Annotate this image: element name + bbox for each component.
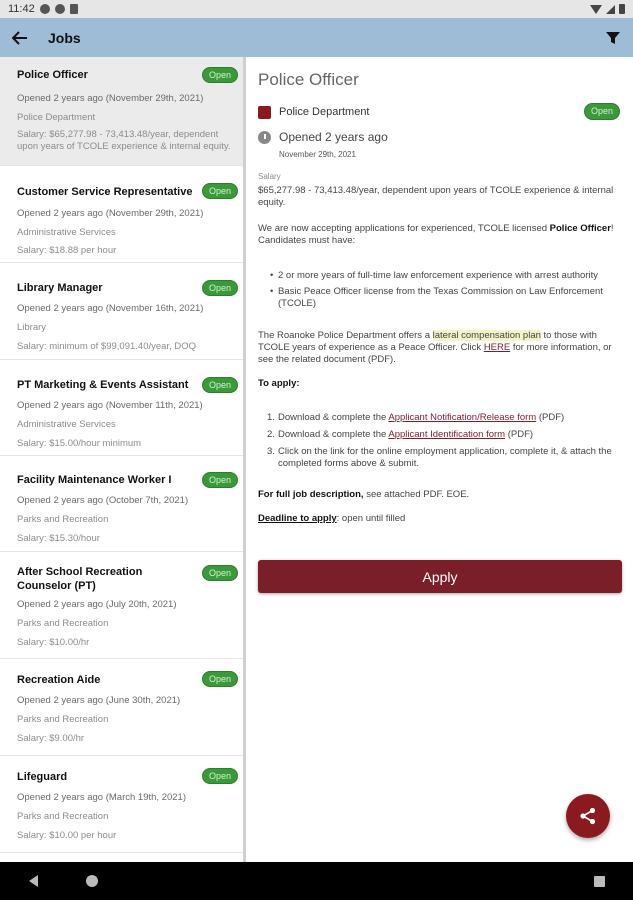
lateral-plan-highlight: lateral compensation plan xyxy=(432,330,541,341)
job-list-item[interactable] xyxy=(0,756,244,853)
job-department: Library xyxy=(17,322,47,333)
job-title: Lifeguard xyxy=(17,771,68,783)
nav-recents-icon[interactable] xyxy=(594,876,605,887)
apply-steps xyxy=(267,412,622,475)
system-nav-bar xyxy=(0,862,633,900)
detail-department: Police Department xyxy=(279,106,370,118)
job-list-item[interactable] xyxy=(0,659,244,756)
job-list-item[interactable] xyxy=(0,57,244,166)
job-department: Administrative Services xyxy=(17,227,116,238)
here-link[interactable]: HERE xyxy=(483,342,511,353)
job-department: Parks and Recreation xyxy=(17,618,109,629)
intro-text-end: ! Candidates must have: xyxy=(258,223,614,246)
sd-card-icon xyxy=(70,4,78,14)
status-badge: Open xyxy=(202,67,238,83)
job-opened: Opened 2 years ago (October 7th, 2021) xyxy=(17,495,189,506)
detail-department-row xyxy=(258,103,624,121)
detail-opened-row xyxy=(258,130,388,144)
share-icon xyxy=(579,807,597,825)
lateral-text: for more information, or see the related document (PDF). xyxy=(258,342,612,365)
page-title: Jobs xyxy=(48,29,81,46)
job-title: Facility Maintenance Worker I xyxy=(17,474,172,486)
job-opened: Opened 2 years ago (June 30th, 2021) xyxy=(17,695,181,706)
lateral-text: The Roanoke Police Department offers a xyxy=(258,330,433,341)
identification-form-link[interactable]: Applicant Identification form xyxy=(388,429,506,440)
status-badge: Open xyxy=(202,671,238,687)
list-item: • 2 or more years of full-time law enforcement experience with arrest authority xyxy=(270,270,622,282)
list-item: • Basic Peace Officer license from the Texas Commission on Law Enforcement (TCOLE) xyxy=(270,286,622,310)
status-badge: Open xyxy=(202,183,238,199)
step-text: (PDF) xyxy=(536,412,565,423)
job-salary: Salary: $18.88 per hour xyxy=(17,245,117,256)
job-department: Parks and Recreation xyxy=(17,714,109,725)
job-salary: Salary: $10.00/hr xyxy=(17,637,90,648)
intro-bold: Police Officer xyxy=(549,223,611,234)
list-scrollbar[interactable] xyxy=(243,57,246,862)
job-department: Parks and Recreation xyxy=(17,811,109,822)
job-list-item[interactable] xyxy=(0,552,244,659)
status-bar xyxy=(0,0,633,18)
battery-icon xyxy=(619,4,625,14)
job-list-item[interactable] xyxy=(0,166,244,263)
status-badge: Open xyxy=(584,103,620,120)
status-badge: Open xyxy=(202,377,238,393)
requirements-list xyxy=(270,270,622,314)
full-description-text: see attached PDF. EOE. xyxy=(363,489,470,500)
wifi-icon xyxy=(590,5,602,14)
list-item: 1. Download & complete the Applicant Notification/Release form (PDF) xyxy=(267,412,565,423)
deadline-line xyxy=(258,513,624,525)
filter-icon[interactable] xyxy=(593,18,633,57)
status-badge: Open xyxy=(202,280,238,296)
job-salary: Salary: minimum of $99,091.40/year, DOQ xyxy=(17,341,196,352)
notification-icon xyxy=(40,4,50,14)
intro-text: We are now accepting applications for experienced, TCOLE licensed xyxy=(258,223,550,234)
job-salary: Salary: $65,277.98 - 73,413.48/year, dependent upon years of TCOLE experience & internal equity. xyxy=(17,129,231,152)
deadline-text: : open until filled xyxy=(336,513,406,524)
job-title: After School Recreation Counselor (PT) xyxy=(17,566,143,592)
job-opened: Opened 2 years ago (November 29th, 2021) xyxy=(17,208,204,219)
to-apply-heading: To apply: xyxy=(258,378,300,389)
job-opened: Opened 2 years ago (March 19th, 2021) xyxy=(17,792,186,803)
job-opened: Opened 2 years ago (November 11th, 2021) xyxy=(17,400,203,411)
salary-value: $65,277.98 - 73,413.48/year, dependent upon years of TCOLE experience & internal equity. xyxy=(258,185,614,208)
lateral-paragraph xyxy=(258,330,624,366)
job-title: Police Officer xyxy=(17,69,88,81)
job-list-item[interactable] xyxy=(0,263,244,360)
job-title: Recreation Aide xyxy=(17,674,101,686)
job-list-item[interactable] xyxy=(0,456,244,552)
job-opened: Opened 2 years ago (July 20th, 2021) xyxy=(17,599,177,610)
job-list-item[interactable] xyxy=(0,360,244,456)
step-text: Download & complete the xyxy=(278,412,389,423)
status-badge: Open xyxy=(202,768,238,784)
share-button[interactable] xyxy=(566,794,610,838)
job-department: Parks and Recreation xyxy=(17,514,109,525)
apply-button[interactable]: Apply xyxy=(258,560,622,593)
job-salary: Salary: $15.30/hour xyxy=(17,533,100,544)
job-salary: Salary: $10.00 per hour xyxy=(17,830,117,841)
job-detail xyxy=(258,57,624,862)
status-badge: Open xyxy=(202,565,238,581)
app-bar xyxy=(0,18,633,57)
deadline-label: Deadline to apply xyxy=(258,513,337,524)
step-text: (PDF) xyxy=(505,429,534,440)
list-item: 2. Download & complete the Applicant Identification form (PDF) xyxy=(267,429,534,440)
job-department: Administrative Services xyxy=(17,419,116,430)
sync-icon xyxy=(55,4,65,14)
job-opened: Opened 2 years ago (November 16th, 2021) xyxy=(17,303,204,314)
job-salary: Salary: $15.00/hour minimum xyxy=(17,438,142,449)
nav-home-icon[interactable] xyxy=(86,875,98,887)
job-title: Library Manager xyxy=(17,282,103,294)
detail-opened-date: November 29th, 2021 xyxy=(279,150,356,159)
step-text: Download & complete the xyxy=(278,429,389,440)
salary-label: Salary xyxy=(258,172,281,181)
nav-back-icon[interactable] xyxy=(29,875,38,887)
list-item: 3. Click on the link for the online employment application, complete it, & attach the completed forms above & submit. xyxy=(267,446,612,469)
job-opened: Opened 2 years ago (November 29th, 2021) xyxy=(17,93,204,104)
job-title: PT Marketing & Events Assistant xyxy=(17,379,189,391)
job-salary: Salary: $9.00/hr xyxy=(17,733,85,744)
detail-opened: Opened 2 years ago xyxy=(279,130,388,144)
clock-icon xyxy=(258,131,271,144)
job-title: Customer Service Representative xyxy=(17,186,193,198)
intro-paragraph xyxy=(258,223,624,247)
arrow-left-icon[interactable] xyxy=(0,18,40,57)
job-department: Police Department xyxy=(17,112,96,123)
full-description-label: For full job description, xyxy=(258,489,364,500)
detail-title: Police Officer xyxy=(258,70,359,89)
job-list xyxy=(0,57,245,862)
release-form-link[interactable]: Applicant Notification/Release form xyxy=(388,412,537,423)
lateral-text: to those with TCOLE years of experience as a Peace Officer. Click xyxy=(258,330,597,353)
signal-icon xyxy=(606,5,615,14)
full-description-line xyxy=(258,489,624,501)
step-text: Click on the link for the online employment application, complete it, & attach the completed forms above & submit. xyxy=(278,446,612,469)
status-time: 11:42 xyxy=(8,3,35,15)
department-color-icon xyxy=(258,106,271,119)
status-badge: Open xyxy=(202,472,238,488)
